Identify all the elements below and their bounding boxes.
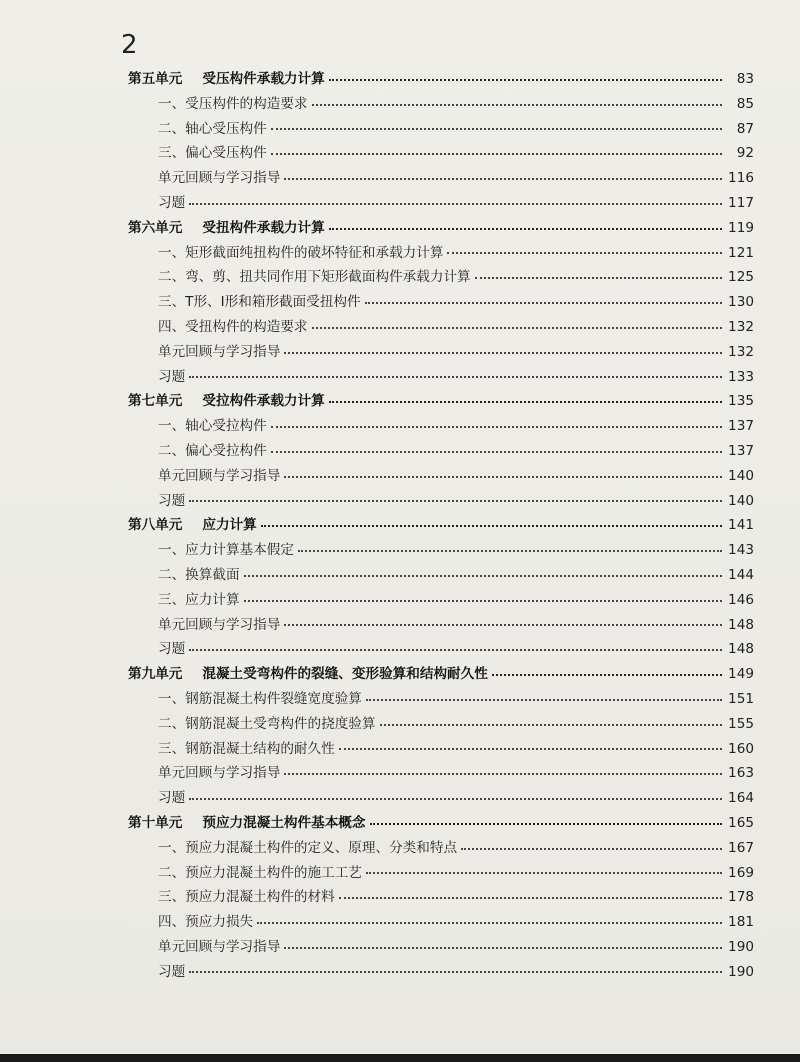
- toc-page-number: 140: [728, 492, 754, 509]
- toc-page-number: 146: [728, 591, 754, 608]
- toc-exercise-entry: [128, 786, 754, 811]
- toc-entry-title: 一、应力计算基本假定: [158, 542, 294, 559]
- toc-section-entry: [128, 439, 754, 464]
- toc-page-number: 85: [736, 95, 754, 112]
- toc-entry-title: 应力计算: [202, 517, 257, 534]
- toc-page-number: 125: [728, 269, 754, 286]
- dot-leader: [189, 203, 722, 205]
- toc-entry-title: 单元回顾与学习指导: [158, 467, 281, 484]
- toc-section-entry: [128, 836, 754, 861]
- toc-entry-label: [128, 538, 294, 563]
- toc-entry-label: [128, 365, 185, 390]
- toc-entry-label: [128, 687, 362, 712]
- page-number: 2: [121, 30, 138, 60]
- dot-leader: [244, 600, 722, 602]
- toc-section-entry: [128, 861, 754, 886]
- dot-leader: [475, 277, 722, 279]
- toc-entry-title: 单元回顾与学习指导: [158, 343, 281, 360]
- toc-entry-label: [128, 290, 361, 315]
- toc-entry-label: [128, 216, 325, 241]
- toc-entry-title: 三、应力计算: [158, 591, 240, 608]
- toc-exercise-entry: [128, 960, 754, 985]
- toc-page-number: 167: [728, 839, 754, 856]
- toc-page-number: 133: [728, 368, 754, 385]
- unit-number: 第九单元: [128, 666, 183, 683]
- toc-entry-title: 二、预应力混凝土构件的施工工艺: [158, 864, 362, 881]
- toc-entry-label: [128, 414, 267, 439]
- toc-entry-title: 二、轴心受压构件: [158, 120, 267, 137]
- scan-bottom-edge: [0, 1054, 800, 1062]
- toc-entry-label: [128, 513, 257, 538]
- dot-leader: [261, 525, 722, 527]
- dot-leader: [189, 798, 722, 800]
- toc-exercise-entry: [128, 365, 754, 390]
- toc-page-number: 137: [728, 418, 754, 435]
- dot-leader: [284, 947, 722, 949]
- toc-page-number: 190: [728, 938, 754, 955]
- dot-leader: [492, 674, 722, 676]
- toc-entry-label: [128, 464, 280, 489]
- toc-entry-label: [128, 761, 280, 786]
- toc-entry-title: 习题: [158, 368, 186, 385]
- unit-number: 第八单元: [128, 517, 183, 534]
- toc-entry-title: 习题: [158, 492, 186, 509]
- toc-page-number: 119: [728, 219, 754, 236]
- toc-entry-title: 预应力混凝土构件基本概念: [202, 814, 366, 831]
- dot-leader: [370, 823, 723, 825]
- toc-page-number: 130: [728, 294, 754, 311]
- toc-entry-title: 习题: [158, 641, 186, 658]
- toc-page-number: 117: [728, 194, 754, 211]
- toc-page-number: 143: [728, 542, 754, 559]
- toc-section-entry: [128, 687, 754, 712]
- toc-unit-entry: [128, 811, 754, 836]
- toc-section-entry: [128, 414, 754, 439]
- toc-entry-title: 一、受压构件的构造要求: [158, 95, 308, 112]
- toc-entry-title: 受拉构件承载力计算: [202, 393, 325, 410]
- toc-page-number: 137: [728, 442, 754, 459]
- toc-entry-title: 混凝土受弯构件的裂缝、变形验算和结构耐久性: [202, 666, 488, 683]
- toc-entry-title: 一、轴心受拉构件: [158, 418, 267, 435]
- toc-page-number: 87: [736, 120, 754, 137]
- toc-page-number: 135: [728, 393, 754, 410]
- toc-page-number: 116: [728, 170, 754, 187]
- toc-entry-label: [128, 92, 308, 117]
- toc-entry-label: [128, 935, 280, 960]
- dot-leader: [189, 971, 722, 973]
- dot-leader: [189, 649, 722, 651]
- toc-entry-label: [128, 117, 267, 142]
- toc-section-entry: [128, 241, 754, 266]
- dot-leader: [312, 104, 722, 106]
- dot-leader: [284, 624, 722, 626]
- toc-entry-title: 一、预应力混凝土构件的定义、原理、分类和特点: [158, 839, 458, 856]
- table-of-contents: [128, 67, 754, 984]
- dot-leader: [329, 228, 722, 230]
- toc-entry-label: [128, 439, 267, 464]
- toc-entry-title: 三、偏心受压构件: [158, 145, 267, 162]
- toc-review-entry: [128, 935, 754, 960]
- toc-section-entry: [128, 588, 754, 613]
- toc-entry-label: [128, 191, 185, 216]
- dot-leader: [447, 252, 722, 254]
- toc-page-number: 164: [728, 790, 754, 807]
- dot-leader: [284, 178, 722, 180]
- toc-entry-title: 二、钢筋混凝土受弯构件的挠度验算: [158, 715, 376, 732]
- toc-unit-entry: [128, 513, 754, 538]
- toc-entry-title: 受扭构件承载力计算: [202, 219, 325, 236]
- unit-number: 第七单元: [128, 393, 183, 410]
- toc-entry-label: [128, 861, 362, 886]
- toc-page-number: 132: [728, 343, 754, 360]
- unit-number: 第五单元: [128, 71, 183, 87]
- toc-page-number: 178: [728, 889, 754, 906]
- toc-entry-label: [128, 489, 185, 514]
- toc-section-entry: [128, 290, 754, 315]
- toc-entry-label: [128, 588, 240, 613]
- toc-page-number: 141: [728, 517, 754, 534]
- dot-leader: [271, 426, 722, 428]
- toc-section-entry: [128, 141, 754, 166]
- toc-entry-label: [128, 662, 488, 687]
- toc-unit-entry: [128, 216, 754, 241]
- toc-section-entry: [128, 737, 754, 762]
- toc-page-number: 132: [728, 318, 754, 335]
- toc-page-number: 148: [728, 641, 754, 658]
- toc-entry-title: 单元回顾与学习指导: [158, 170, 281, 187]
- toc-entry-title: 单元回顾与学习指导: [158, 616, 281, 633]
- toc-entry-title: 习题: [158, 963, 186, 980]
- toc-entry-label: [128, 389, 325, 414]
- dot-leader: [298, 550, 722, 552]
- toc-section-entry: [128, 92, 754, 117]
- toc-entry-title: 四、预应力损失: [158, 914, 254, 931]
- dot-leader: [271, 128, 722, 130]
- toc-entry-label: [128, 166, 280, 191]
- toc-unit-entry: [128, 67, 754, 92]
- toc-entry-label: [128, 265, 471, 290]
- dot-leader: [461, 848, 722, 850]
- toc-page-number: 149: [728, 666, 754, 683]
- dot-leader: [271, 153, 722, 155]
- toc-unit-entry: [128, 389, 754, 414]
- toc-review-entry: [128, 464, 754, 489]
- toc-entry-title: 习题: [158, 194, 186, 211]
- toc-review-entry: [128, 340, 754, 365]
- toc-page-number: 151: [728, 690, 754, 707]
- toc-section-entry: [128, 315, 754, 340]
- dot-leader: [284, 773, 722, 775]
- toc-entry-title: 一、钢筋混凝土构件裂缝宽度验算: [158, 690, 362, 707]
- toc-entry-label: [128, 340, 280, 365]
- toc-unit-entry: [128, 662, 754, 687]
- unit-number: 第六单元: [128, 219, 183, 236]
- toc-section-entry: [128, 910, 754, 935]
- toc-review-entry: [128, 166, 754, 191]
- toc-page-number: 169: [728, 864, 754, 881]
- toc-entry-label: [128, 315, 308, 340]
- toc-page-number: 190: [728, 963, 754, 980]
- dot-leader: [339, 748, 722, 750]
- toc-entry-title: 单元回顾与学习指导: [158, 765, 281, 782]
- dot-leader: [365, 302, 722, 304]
- toc-section-entry: [128, 538, 754, 563]
- toc-exercise-entry: [128, 637, 754, 662]
- toc-entry-title: 二、换算截面: [158, 566, 240, 583]
- toc-entry-label: [128, 836, 457, 861]
- toc-exercise-entry: [128, 489, 754, 514]
- toc-page-number: 148: [728, 616, 754, 633]
- toc-page-number: 163: [728, 765, 754, 782]
- toc-entry-title: 单元回顾与学习指导: [158, 938, 281, 955]
- toc-section-entry: [128, 117, 754, 142]
- toc-entry-title: 二、弯、剪、扭共同作用下矩形截面构件承载力计算: [158, 269, 471, 286]
- toc-entry-title: 习题: [158, 790, 186, 807]
- toc-entry-label: [128, 241, 443, 266]
- toc-review-entry: [128, 761, 754, 786]
- toc-entry-label: [128, 141, 267, 166]
- toc-page-number: 140: [728, 467, 754, 484]
- toc-entry-label: [128, 885, 335, 910]
- toc-section-entry: [128, 712, 754, 737]
- toc-page-number: 181: [728, 914, 754, 931]
- toc-entry-title: 三、T形、I形和箱形截面受扭构件: [158, 294, 361, 311]
- dot-leader: [244, 575, 722, 577]
- toc-entry-title: 二、偏心受拉构件: [158, 442, 267, 459]
- toc-page-number: 165: [728, 814, 754, 831]
- dot-leader: [329, 79, 722, 81]
- toc-entry-label: [128, 637, 185, 662]
- unit-number: 第十单元: [128, 814, 183, 831]
- toc-section-entry: [128, 885, 754, 910]
- toc-entry-label: [128, 613, 280, 638]
- toc-page-number: 155: [728, 715, 754, 732]
- dot-leader: [366, 699, 722, 701]
- toc-page-number: 83: [736, 71, 754, 87]
- toc-entry-label: [128, 712, 376, 737]
- toc-entry-title: 三、预应力混凝土构件的材料: [158, 889, 335, 906]
- dot-leader: [284, 352, 722, 354]
- dot-leader: [366, 872, 722, 874]
- dot-leader: [189, 376, 722, 378]
- toc-page-number: 121: [728, 244, 754, 261]
- toc-entry-label: [128, 737, 335, 762]
- dot-leader: [339, 897, 722, 899]
- toc-entry-title: 四、受扭构件的构造要求: [158, 318, 308, 335]
- toc-section-entry: [128, 265, 754, 290]
- toc-review-entry: [128, 613, 754, 638]
- dot-leader: [284, 476, 722, 478]
- toc-entry-title: 三、钢筋混凝土结构的耐久性: [158, 740, 335, 757]
- dot-leader: [189, 500, 722, 502]
- toc-entry-label: [128, 960, 185, 985]
- dot-leader: [329, 401, 722, 403]
- toc-entry-label: [128, 563, 240, 588]
- dot-leader: [257, 922, 722, 924]
- toc-page-number: 144: [728, 566, 754, 583]
- toc-section-entry: [128, 563, 754, 588]
- toc-entry-label: [128, 910, 253, 935]
- toc-entry-label: [128, 786, 185, 811]
- toc-entry-label: [128, 67, 325, 92]
- dot-leader: [312, 327, 722, 329]
- toc-entry-title: 一、矩形截面纯扭构件的破坏特征和承载力计算: [158, 244, 444, 261]
- toc-page-number: 92: [736, 145, 754, 162]
- dot-leader: [380, 724, 723, 726]
- toc-exercise-entry: [128, 191, 754, 216]
- dot-leader: [271, 451, 722, 453]
- toc-page-number: 160: [728, 740, 754, 757]
- toc-entry-label: [128, 811, 366, 836]
- toc-entry-title: 受压构件承载力计算: [202, 71, 325, 87]
